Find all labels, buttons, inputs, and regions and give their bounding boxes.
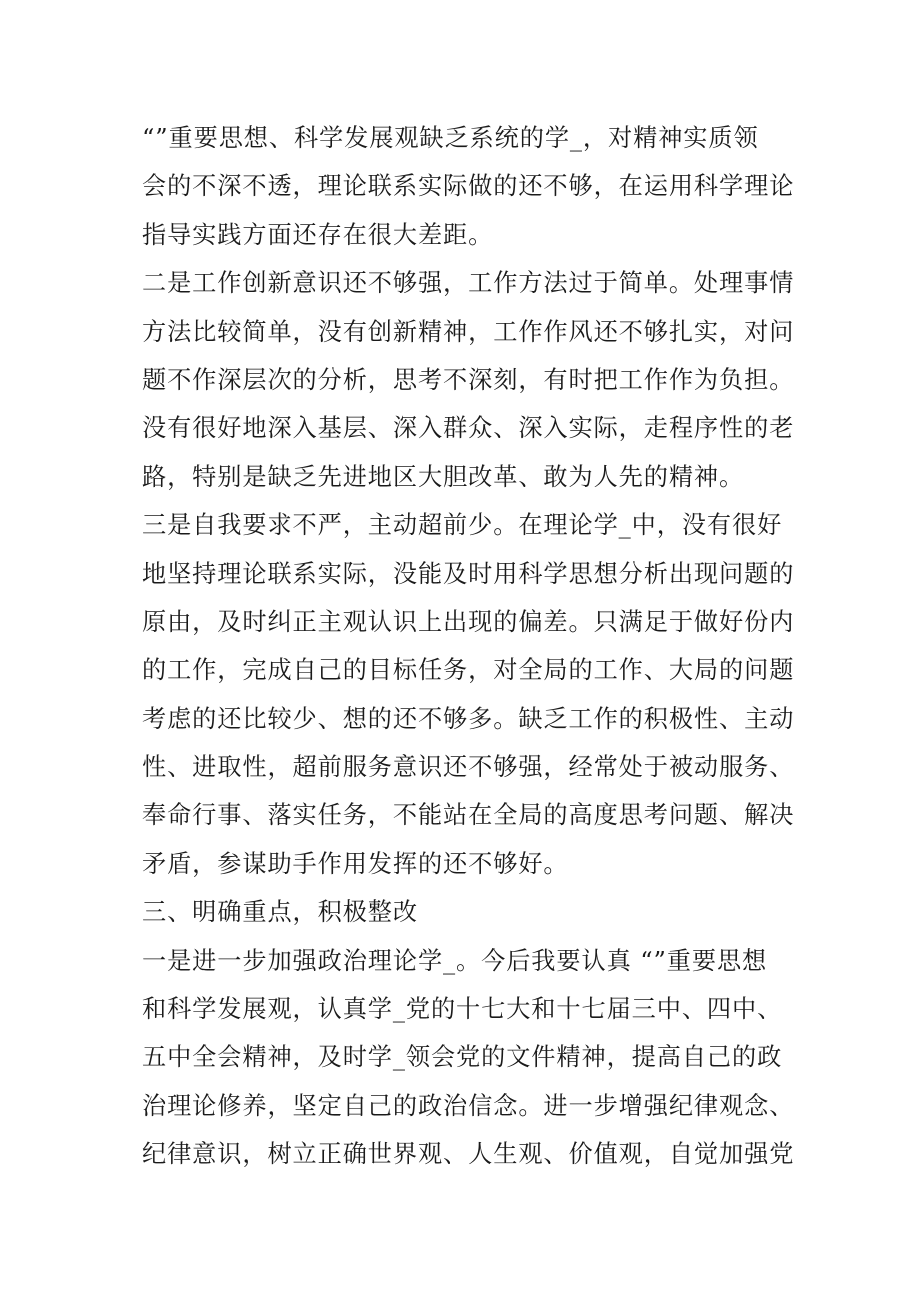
document-body bbox=[142, 114, 802, 1179]
text-line: 性、进取性，超前服务意识还不够强，经常处于被动服务、 bbox=[142, 753, 795, 782]
text-line: 奉命行事、落实任务，不能站在全局的高度思考问题、解决 bbox=[142, 801, 795, 830]
text-line: 三是自我要求不严，主动超前少。在理论学_中，没有很好 bbox=[142, 511, 783, 540]
text-line: 题不作深层次的分析，思考不深刻，有时把工作作为负担。 bbox=[142, 365, 795, 394]
text-line: 矛盾，参谋助手作用发挥的还不够好。 bbox=[142, 849, 569, 878]
text-line: “”重要思想、科学发展观缺乏系统的学_，对精神实质领 bbox=[142, 124, 759, 152]
text-line: 五中全会精神，及时学_领会党的文件精神，提高自己的政 bbox=[142, 1043, 783, 1072]
text-line: 指导实践方面还存在很大差距。 bbox=[142, 220, 494, 249]
section-heading: 三、明确重点，积极整改 bbox=[142, 898, 418, 927]
text-line: 没有很好地深入基层、深入群众、深入实际，走程序性的老 bbox=[142, 414, 795, 443]
text-line: 纪律意识，树立正确世界观、人生观、价值观，自觉加强党 bbox=[142, 1140, 795, 1169]
text-line: 和科学发展观，认真学_党的十七大和十七届三中、四中、 bbox=[142, 995, 783, 1024]
text-line: 二是工作创新意识还不够强，工作方法过于简单。处理事情 bbox=[142, 269, 795, 298]
text-line: 方法比较简单，没有创新精神，工作作风还不够扎实，对问 bbox=[142, 317, 795, 346]
text-line: 考虑的还比较少、想的还不够多。缺乏工作的积极性、主动 bbox=[142, 704, 795, 733]
text-line: 的工作，完成自己的目标任务，对全局的工作、大局的问题 bbox=[142, 656, 795, 685]
text-line: 一是进一步加强政治理论学_。今后我要认真 “”重要思想 bbox=[142, 946, 768, 975]
text-line: 治理论修养，坚定自己的政治信念。进一步增强纪律观念、 bbox=[142, 1091, 795, 1120]
text-line: 会的不深不透，理论联系实际做的还不够，在运用科学理论 bbox=[142, 172, 795, 201]
text-line: 地坚持理论联系实际，没能及时用科学思想分析出现问题的 bbox=[142, 559, 795, 588]
text-line: 路，特别是缺乏先进地区大胆改革、敢为人先的精神。 bbox=[142, 462, 745, 491]
text-line: 原由，及时纠正主观认识上出现的偏差。只满足于做好份内 bbox=[142, 607, 795, 636]
